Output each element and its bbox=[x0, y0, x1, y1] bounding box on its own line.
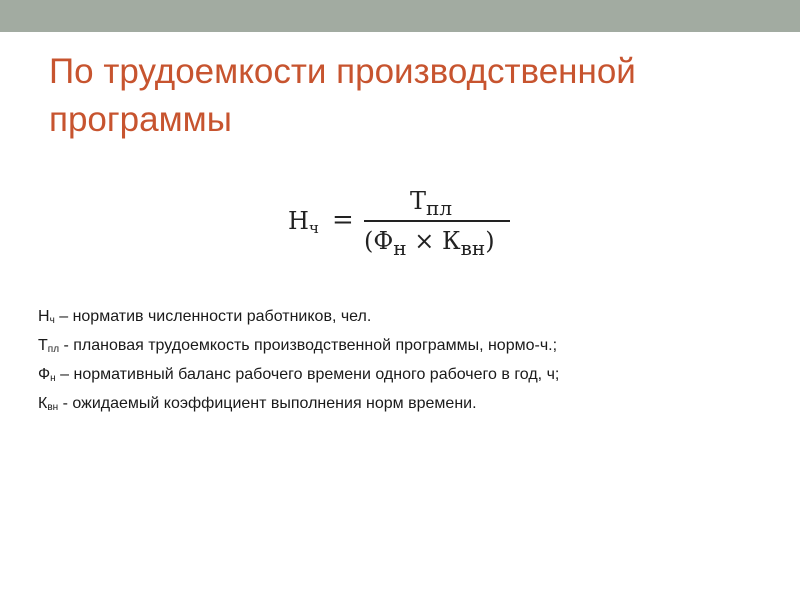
legend-sub: вн bbox=[47, 402, 59, 413]
formula-den-times: × К bbox=[406, 227, 461, 255]
legend-row bbox=[38, 333, 758, 362]
formula-den-sub2: вн bbox=[460, 235, 486, 260]
legend-text: - плановая трудоемкость производственной программы, нормо-ч.; bbox=[59, 337, 558, 354]
legend-text: – нормативный баланс рабочего времени одного рабочего в год, ч; bbox=[55, 366, 560, 383]
legend-row bbox=[38, 362, 758, 391]
formula-lhs bbox=[288, 206, 319, 243]
formula-numerator-sub: пл bbox=[426, 195, 453, 220]
formula bbox=[260, 186, 550, 266]
formula-den-sub1: н bbox=[393, 235, 407, 260]
legend-row bbox=[38, 304, 758, 333]
formula-den-close: ) bbox=[485, 227, 495, 255]
legend-text: – норматив численности работников, чел. bbox=[54, 308, 372, 325]
formula-denominator bbox=[364, 226, 524, 263]
legend-symbol: Ф bbox=[38, 366, 51, 383]
slide-title: По трудоемкости производственной программы bbox=[49, 52, 636, 139]
formula-equals: = bbox=[332, 205, 354, 235]
formula-den-open: (Ф bbox=[364, 227, 394, 255]
legend-symbol: К bbox=[38, 395, 48, 412]
legend-sub: пл bbox=[47, 344, 60, 355]
legend-symbol: Т bbox=[38, 337, 48, 354]
formula-numerator-symbol: Т bbox=[410, 187, 427, 215]
legend-row bbox=[38, 391, 758, 420]
formula-lhs-sub: ч bbox=[308, 219, 319, 237]
legend-sub: ч bbox=[49, 315, 55, 326]
formula-numerator bbox=[410, 186, 452, 223]
legend-sub: н bbox=[50, 373, 56, 384]
legend bbox=[38, 304, 758, 420]
fraction-bar bbox=[364, 220, 510, 222]
formula-lhs-symbol: Н bbox=[288, 207, 309, 235]
legend-text: - ожидаемый коэффициент выполнения норм времени. bbox=[58, 395, 477, 412]
legend-symbol: Н bbox=[38, 308, 50, 325]
top-accent-bar bbox=[0, 0, 800, 32]
